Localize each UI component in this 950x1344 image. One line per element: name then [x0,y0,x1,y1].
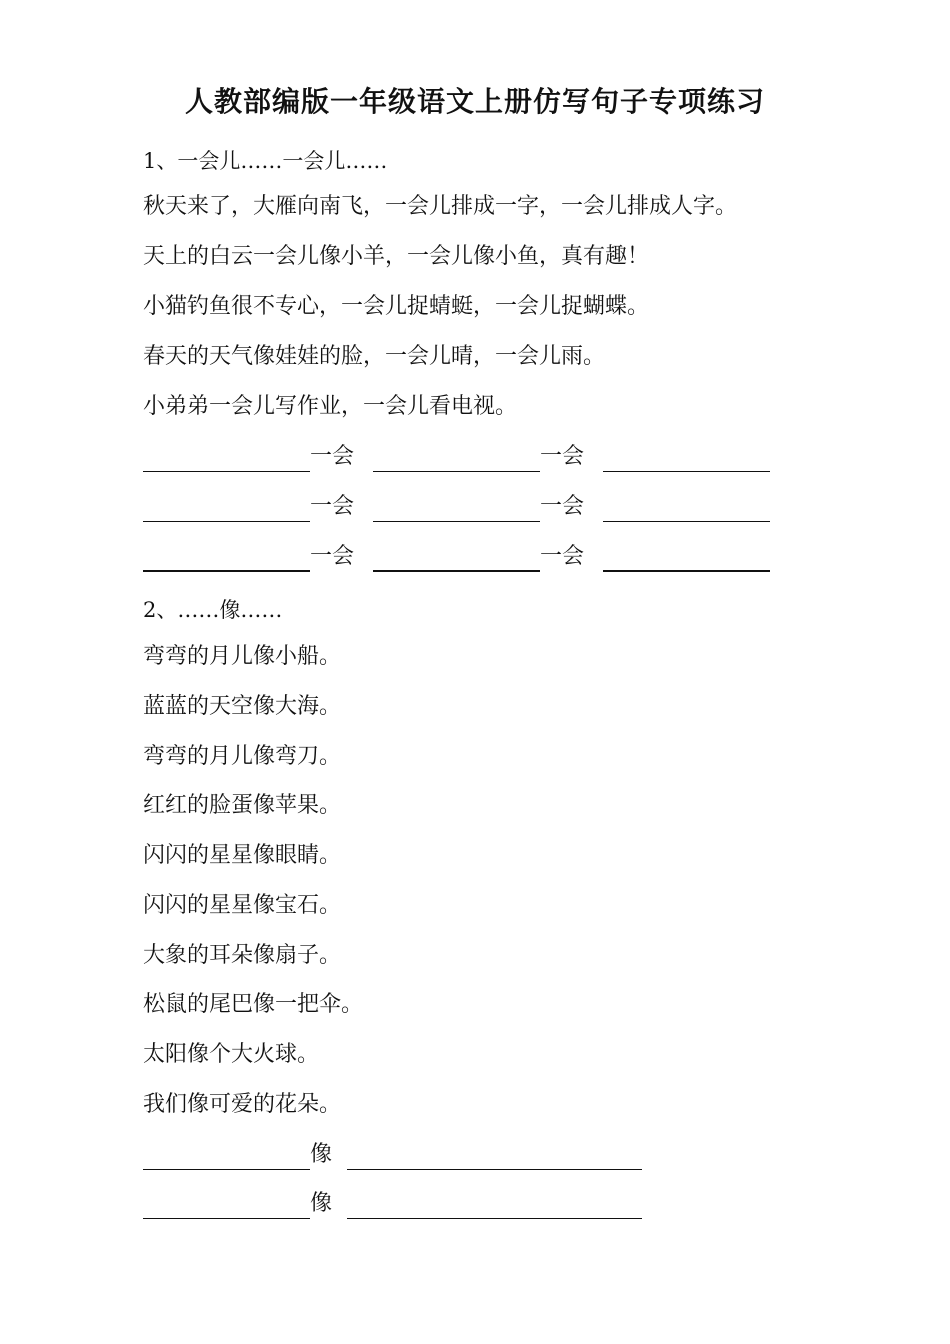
section-2-example-7: 大象的耳朵像扇子。 [143,943,342,968]
section-2-example-9: 太阳像个大火球。 [143,1042,320,1067]
section-1-heading: 1、一会儿……一会儿…… [143,149,388,173]
connector-label: 一会 [310,544,355,569]
section-2-blank-row-1 [0,1140,950,1176]
section-1-example-2: 天上的白云一会儿像小羊，一会儿像小鱼，真有趣！ [143,244,650,269]
answer-blank[interactable] [347,1169,642,1170]
section-1-blank-row-3 [0,542,950,578]
answer-blank[interactable] [143,570,310,572]
connector-label: 一会 [540,494,585,519]
section-2-example-10: 我们像可爱的花朵。 [143,1092,342,1117]
answer-blank[interactable] [143,471,310,472]
connector-label: 像 [310,1142,333,1167]
page-title: 人教部编版一年级语文上册仿写句子专项练习 [184,85,765,118]
connector-label: 一会 [540,544,585,569]
answer-blank[interactable] [373,471,540,472]
connector-label: 像 [310,1191,333,1216]
connector-label: 一会 [540,444,585,469]
answer-blank[interactable] [603,570,770,572]
answer-blank[interactable] [373,570,540,572]
section-2-example-6: 闪闪的星星像宝石。 [143,893,342,918]
answer-blank[interactable] [347,1218,642,1219]
section-1-example-5: 小弟弟一会儿写作业，一会儿看电视。 [143,394,518,419]
section-1-blank-row-2 [0,492,950,528]
section-2-example-3: 弯弯的月儿像弯刀。 [143,744,342,769]
answer-blank[interactable] [603,521,770,522]
section-2-example-2: 蓝蓝的天空像大海。 [143,694,342,719]
answer-blank[interactable] [603,471,770,472]
answer-blank[interactable] [143,521,310,522]
section-1-blank-row-1 [0,442,950,478]
section-2-blank-row-2 [0,1189,950,1225]
connector-label: 一会 [310,494,355,519]
section-2-example-4: 红红的脸蛋像苹果。 [143,793,342,818]
connector-label: 一会 [310,444,355,469]
answer-blank[interactable] [373,521,540,522]
section-2-example-8: 松鼠的尾巴像一把伞。 [143,992,364,1017]
answer-blank[interactable] [143,1218,310,1219]
section-2-heading: 2、……像…… [143,598,283,622]
section-1-example-1: 秋天来了，大雁向南飞，一会儿排成一字，一会儿排成人字。 [143,194,738,219]
section-1-example-3: 小猫钓鱼很不专心，一会儿捉蜻蜓，一会儿捉蝴蝶。 [143,294,650,319]
section-1-example-4: 春天的天气像娃娃的脸，一会儿晴，一会儿雨。 [143,344,606,369]
section-2-example-1: 弯弯的月儿像小船。 [143,644,342,669]
answer-blank[interactable] [143,1169,310,1170]
section-2-example-5: 闪闪的星星像眼睛。 [143,843,342,868]
